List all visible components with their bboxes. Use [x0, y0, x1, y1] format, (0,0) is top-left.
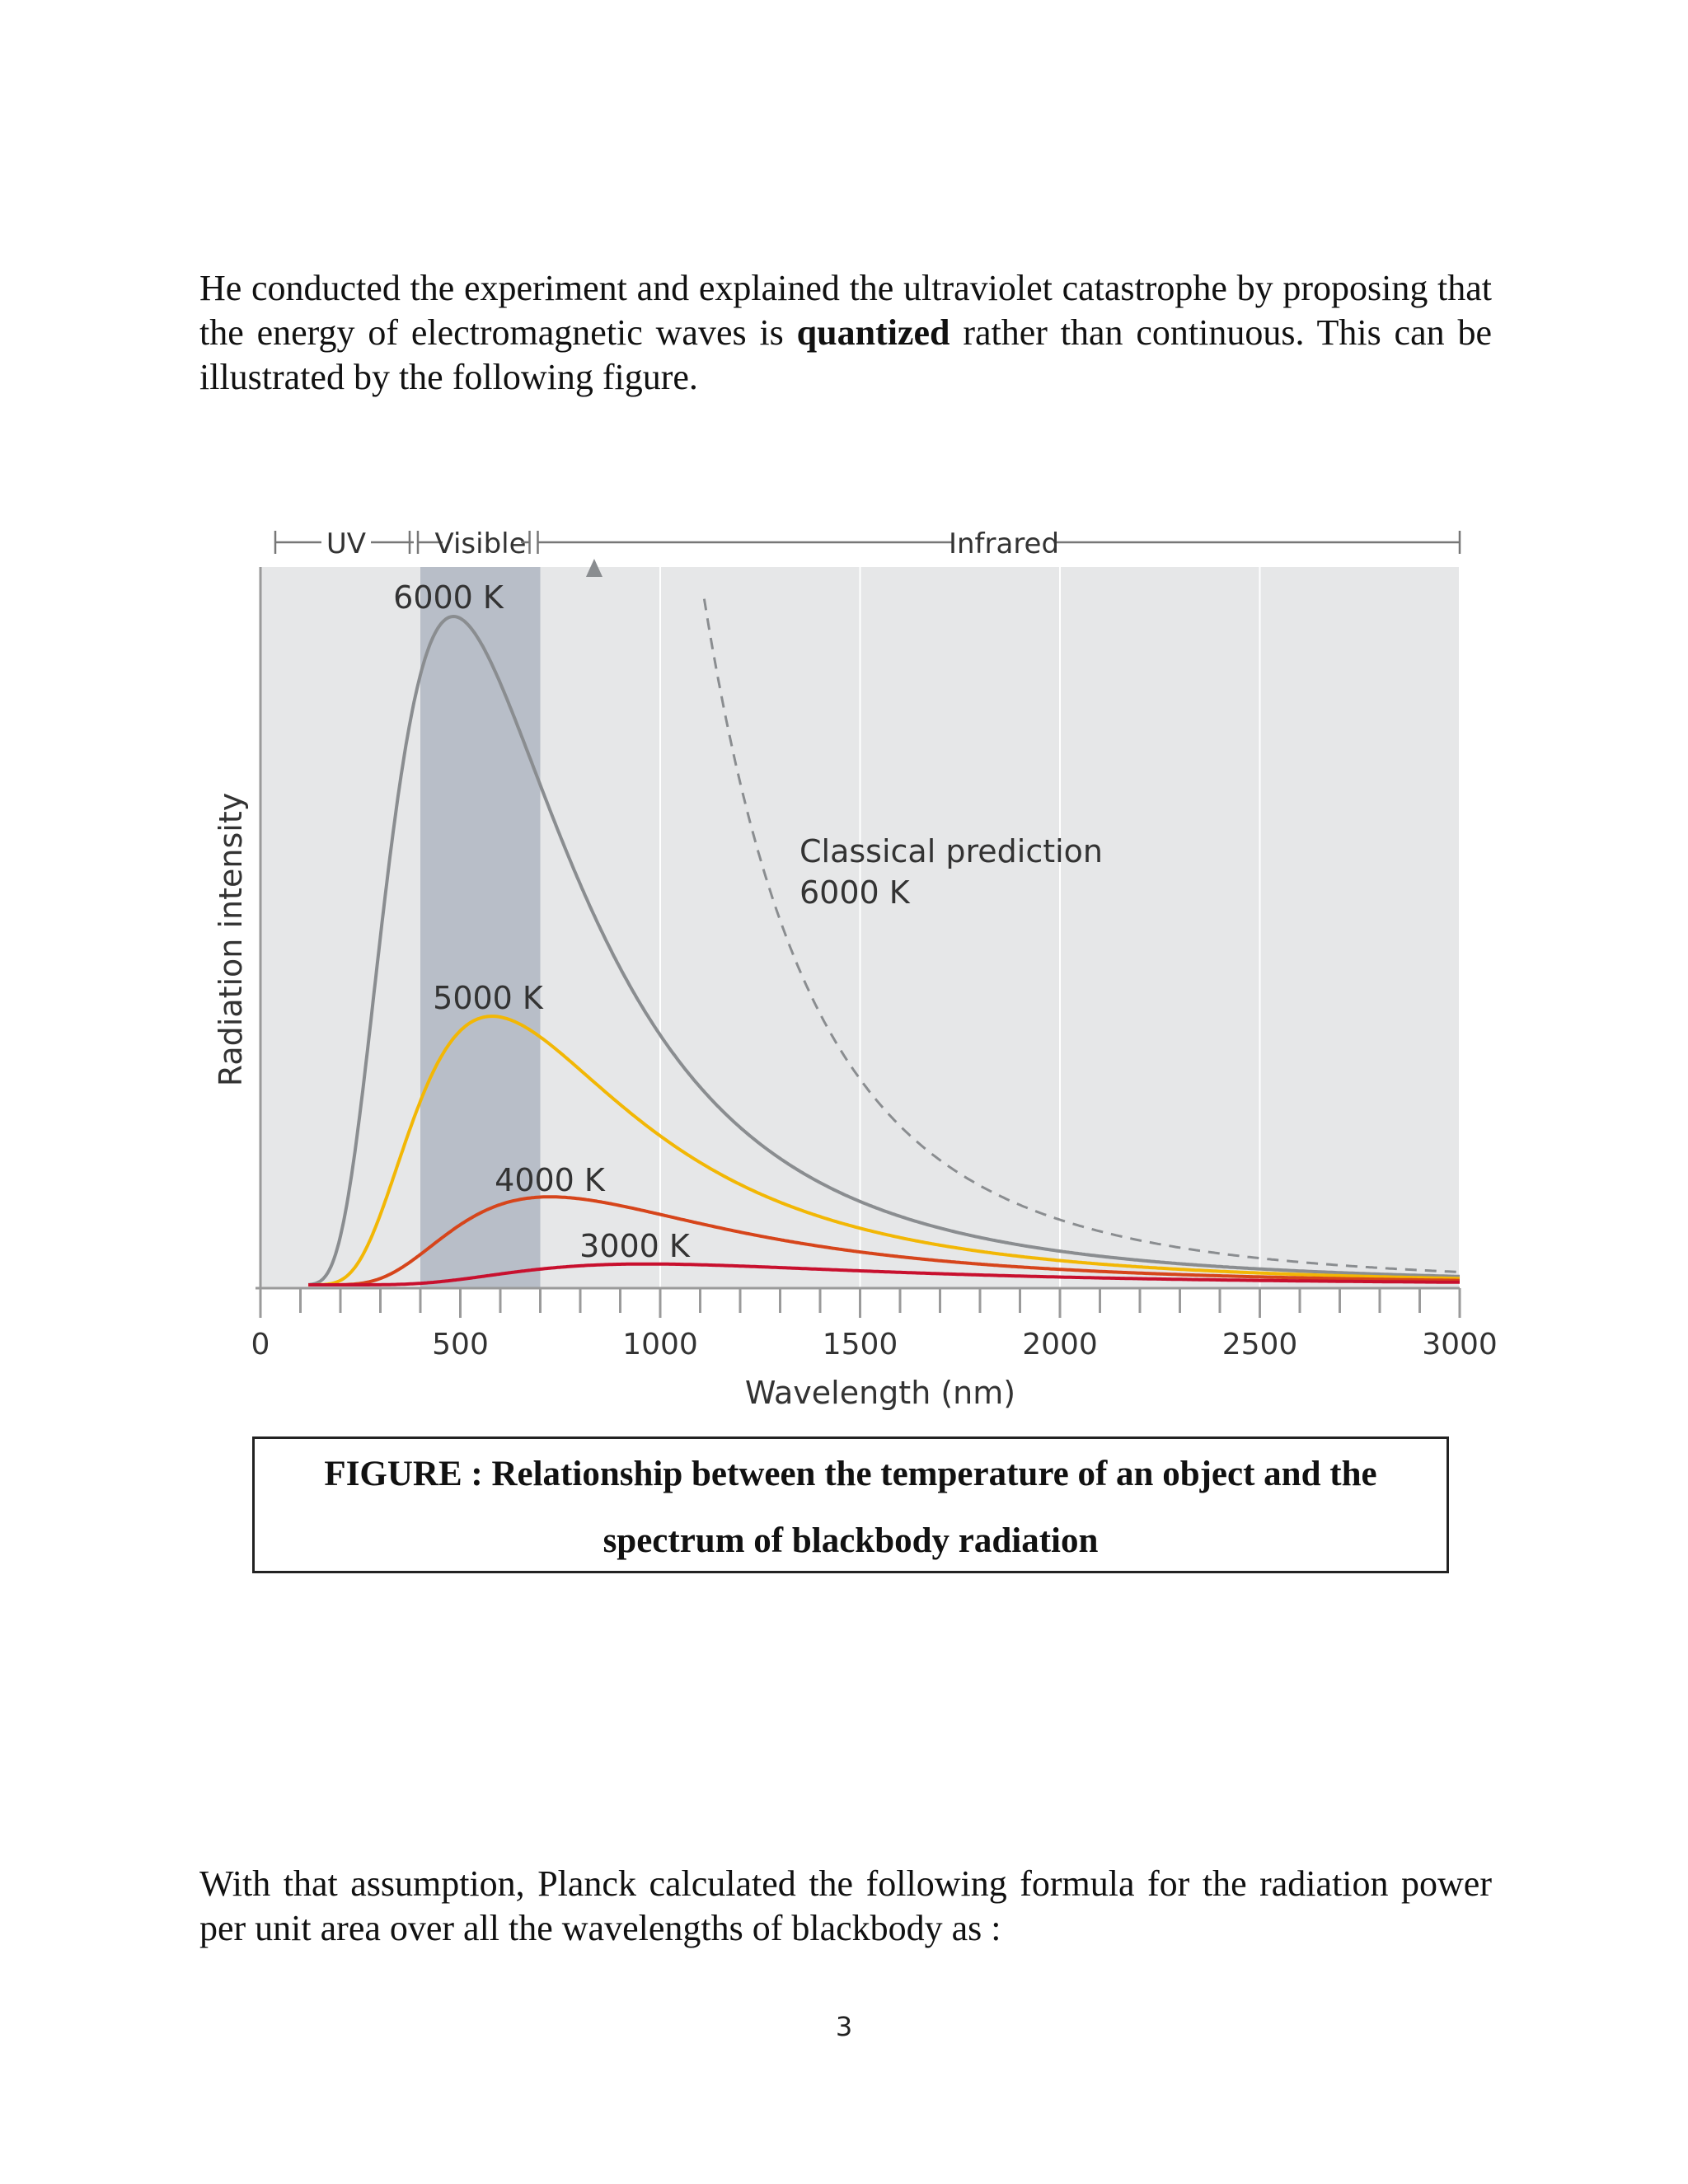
x-tick-label: 1500 [822, 1328, 898, 1361]
label-5000k: 5000 K [433, 980, 543, 1016]
y-axis-title: Radiation intensity [213, 792, 249, 1087]
x-tick-label: 0 [251, 1328, 270, 1361]
label-6000k: 6000 K [393, 579, 504, 616]
x-tick-label: 2500 [1221, 1328, 1298, 1361]
figure-caption: FIGURE : Relationship between the temperature of an object and the spectrum of blackbody radiation [252, 1436, 1449, 1573]
label-4000k: 4000 K [495, 1162, 605, 1198]
page-number: 3 [835, 2011, 853, 2042]
infrared-region-label: Infrared [948, 527, 1060, 560]
label-3000k: 3000 K [579, 1228, 690, 1264]
classical-prediction-label: Classical prediction [799, 833, 1103, 869]
x-tick-label: 2000 [1022, 1328, 1098, 1361]
formula-intro-paragraph: With that assumption, Planck calculated the following formula for the radiation power per unit area over all the wavelengths of blackbody as : [199, 1863, 1492, 1948]
uv-region-label: UV [326, 527, 367, 560]
intro-text-2: rather than continuous. This can be illustrated by the following figure. [199, 312, 1492, 397]
x-axis-title: Wavelength (nm) [744, 1375, 1016, 1411]
classical-prediction-temp-label: 6000 K [799, 874, 910, 911]
quantized-bold-term: quantized [796, 312, 950, 353]
x-tick-label: 1000 [622, 1328, 698, 1361]
x-tick-label: 3000 [1422, 1328, 1498, 1361]
intro-text-1: He conducted the experiment and explained the ultraviolet catastrophe by proposing that the energy of electromagnetic waves is [199, 268, 1492, 353]
x-tick-label: 500 [432, 1328, 489, 1361]
visible-region-label: Visible [434, 527, 527, 560]
